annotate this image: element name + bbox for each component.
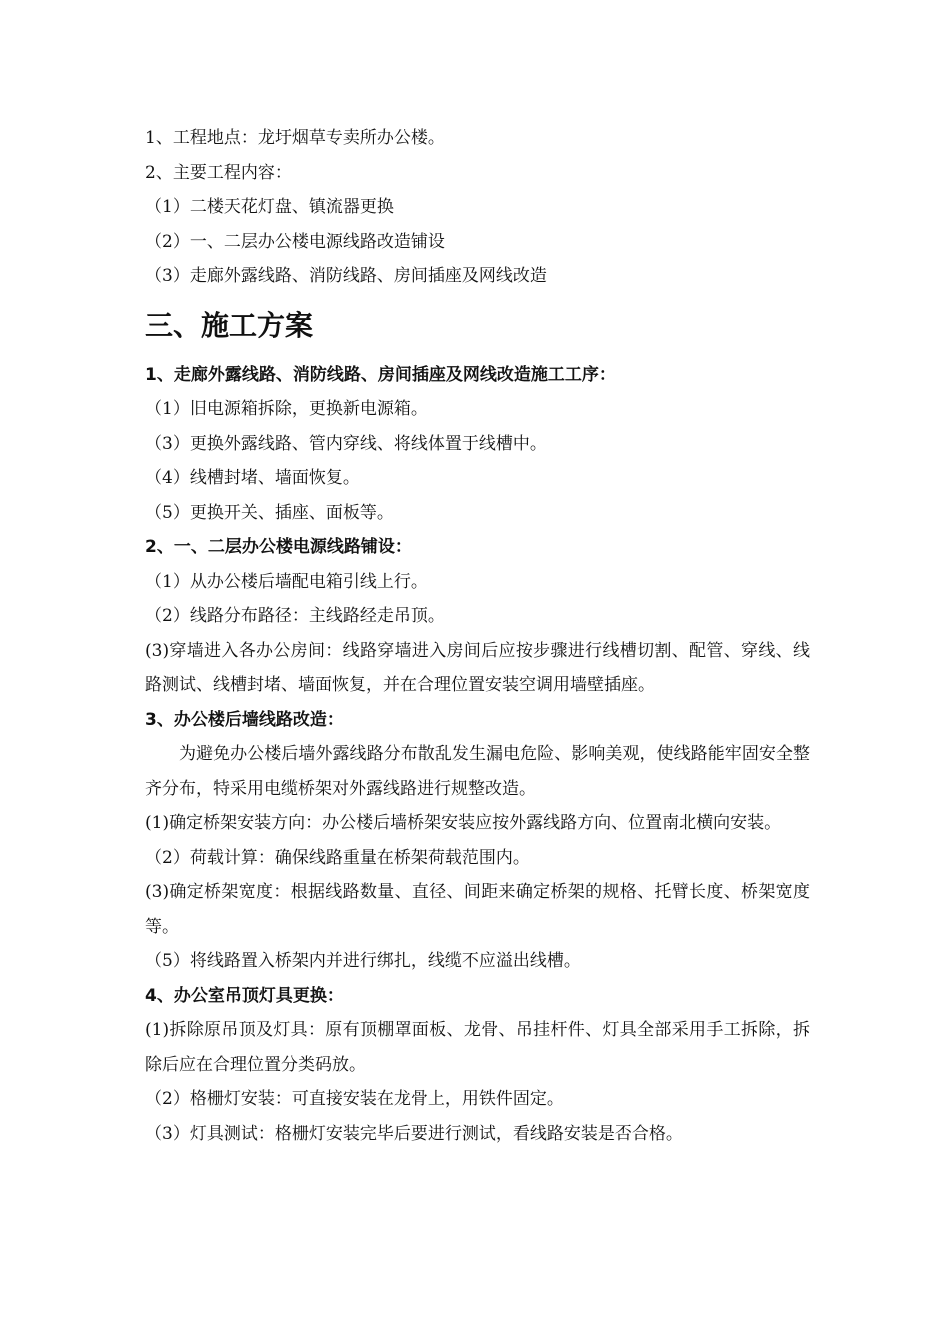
list-item: （2）线路分布路径：主线路经走吊顶。	[145, 606, 445, 626]
subsection-heading: 3、办公楼后墙线路改造：	[145, 709, 344, 730]
document-body	[145, 121, 810, 1151]
list-item: （3）更换外露线路、管内穿线、将线体置于线槽中。	[145, 433, 547, 454]
subsection-heading: 4、办公室吊顶灯具更换：	[145, 985, 344, 1006]
list-item: （3）灯具测试：格栅灯安装完毕后要进行测试，看线路安装是否合格。	[145, 1123, 683, 1144]
subsection-heading: 1、走廊外露线路、消防线路、房间插座及网线改造施工工序：	[145, 364, 616, 385]
list-item: （1）旧电源箱拆除，更换新电源箱。	[145, 399, 428, 419]
list-item: （4）线槽封堵、墙面恢复。	[145, 468, 360, 488]
list-item: (3)确定桥架宽度：根据线路数量、直径、间距来确定桥架的规格、托臂长度、桥架宽度等。	[145, 882, 810, 937]
list-item: （5）更换开关、插座、面板等。	[145, 502, 394, 523]
list-item: (3)穿墙进入各办公房间：线路穿墙进入房间后应按步骤进行线槽切割、配管、穿线、线路测试、线槽封堵、墙面恢复，并在合理位置安装空调用墙壁插座。	[145, 640, 810, 695]
list-item: （2）格栅灯安装：可直接安装在龙骨上，用铁件固定。	[145, 1089, 564, 1109]
body-paragraph: 为避免办公楼后墙外露线路分布散乱发生漏电危险、影响美观，使线路能牢固安全整齐分布，特采用电缆桥架对外露线路进行规整改造。	[145, 744, 810, 799]
list-item: （2）荷载计算：确保线路重量在桥架荷载范围内。	[145, 847, 530, 868]
item-main-content: 2、主要工程内容：	[145, 162, 292, 183]
list-item: (1)确定桥架安装方向：办公楼后墙桥架安装应按外露线路方向、位置南北横向安装。	[145, 813, 782, 833]
list-item: （5）将线路置入桥架内并进行绑扎，线缆不应溢出线槽。	[145, 951, 581, 971]
list-item: (1)拆除原吊顶及灯具：原有顶棚罩面板、龙骨、吊挂杆件、灯具全部采用手工拆除，拆除后应在合理位置分类码放。	[145, 1020, 810, 1075]
item-location: 1、工程地点：龙圩烟草专卖所办公楼。	[145, 128, 445, 148]
subsection-heading: 2、一、二层办公楼电源线路铺设：	[145, 537, 412, 557]
section-heading: 三、施工方案	[145, 308, 314, 342]
list-item: （1）二楼天花灯盘、镇流器更换	[145, 197, 394, 217]
list-item: （1）从办公楼后墙配电箱引线上行。	[145, 571, 428, 592]
list-item: （3）走廊外露线路、消防线路、房间插座及网线改造	[145, 266, 547, 286]
list-item: （2）一、二层办公楼电源线路改造铺设	[145, 231, 445, 252]
